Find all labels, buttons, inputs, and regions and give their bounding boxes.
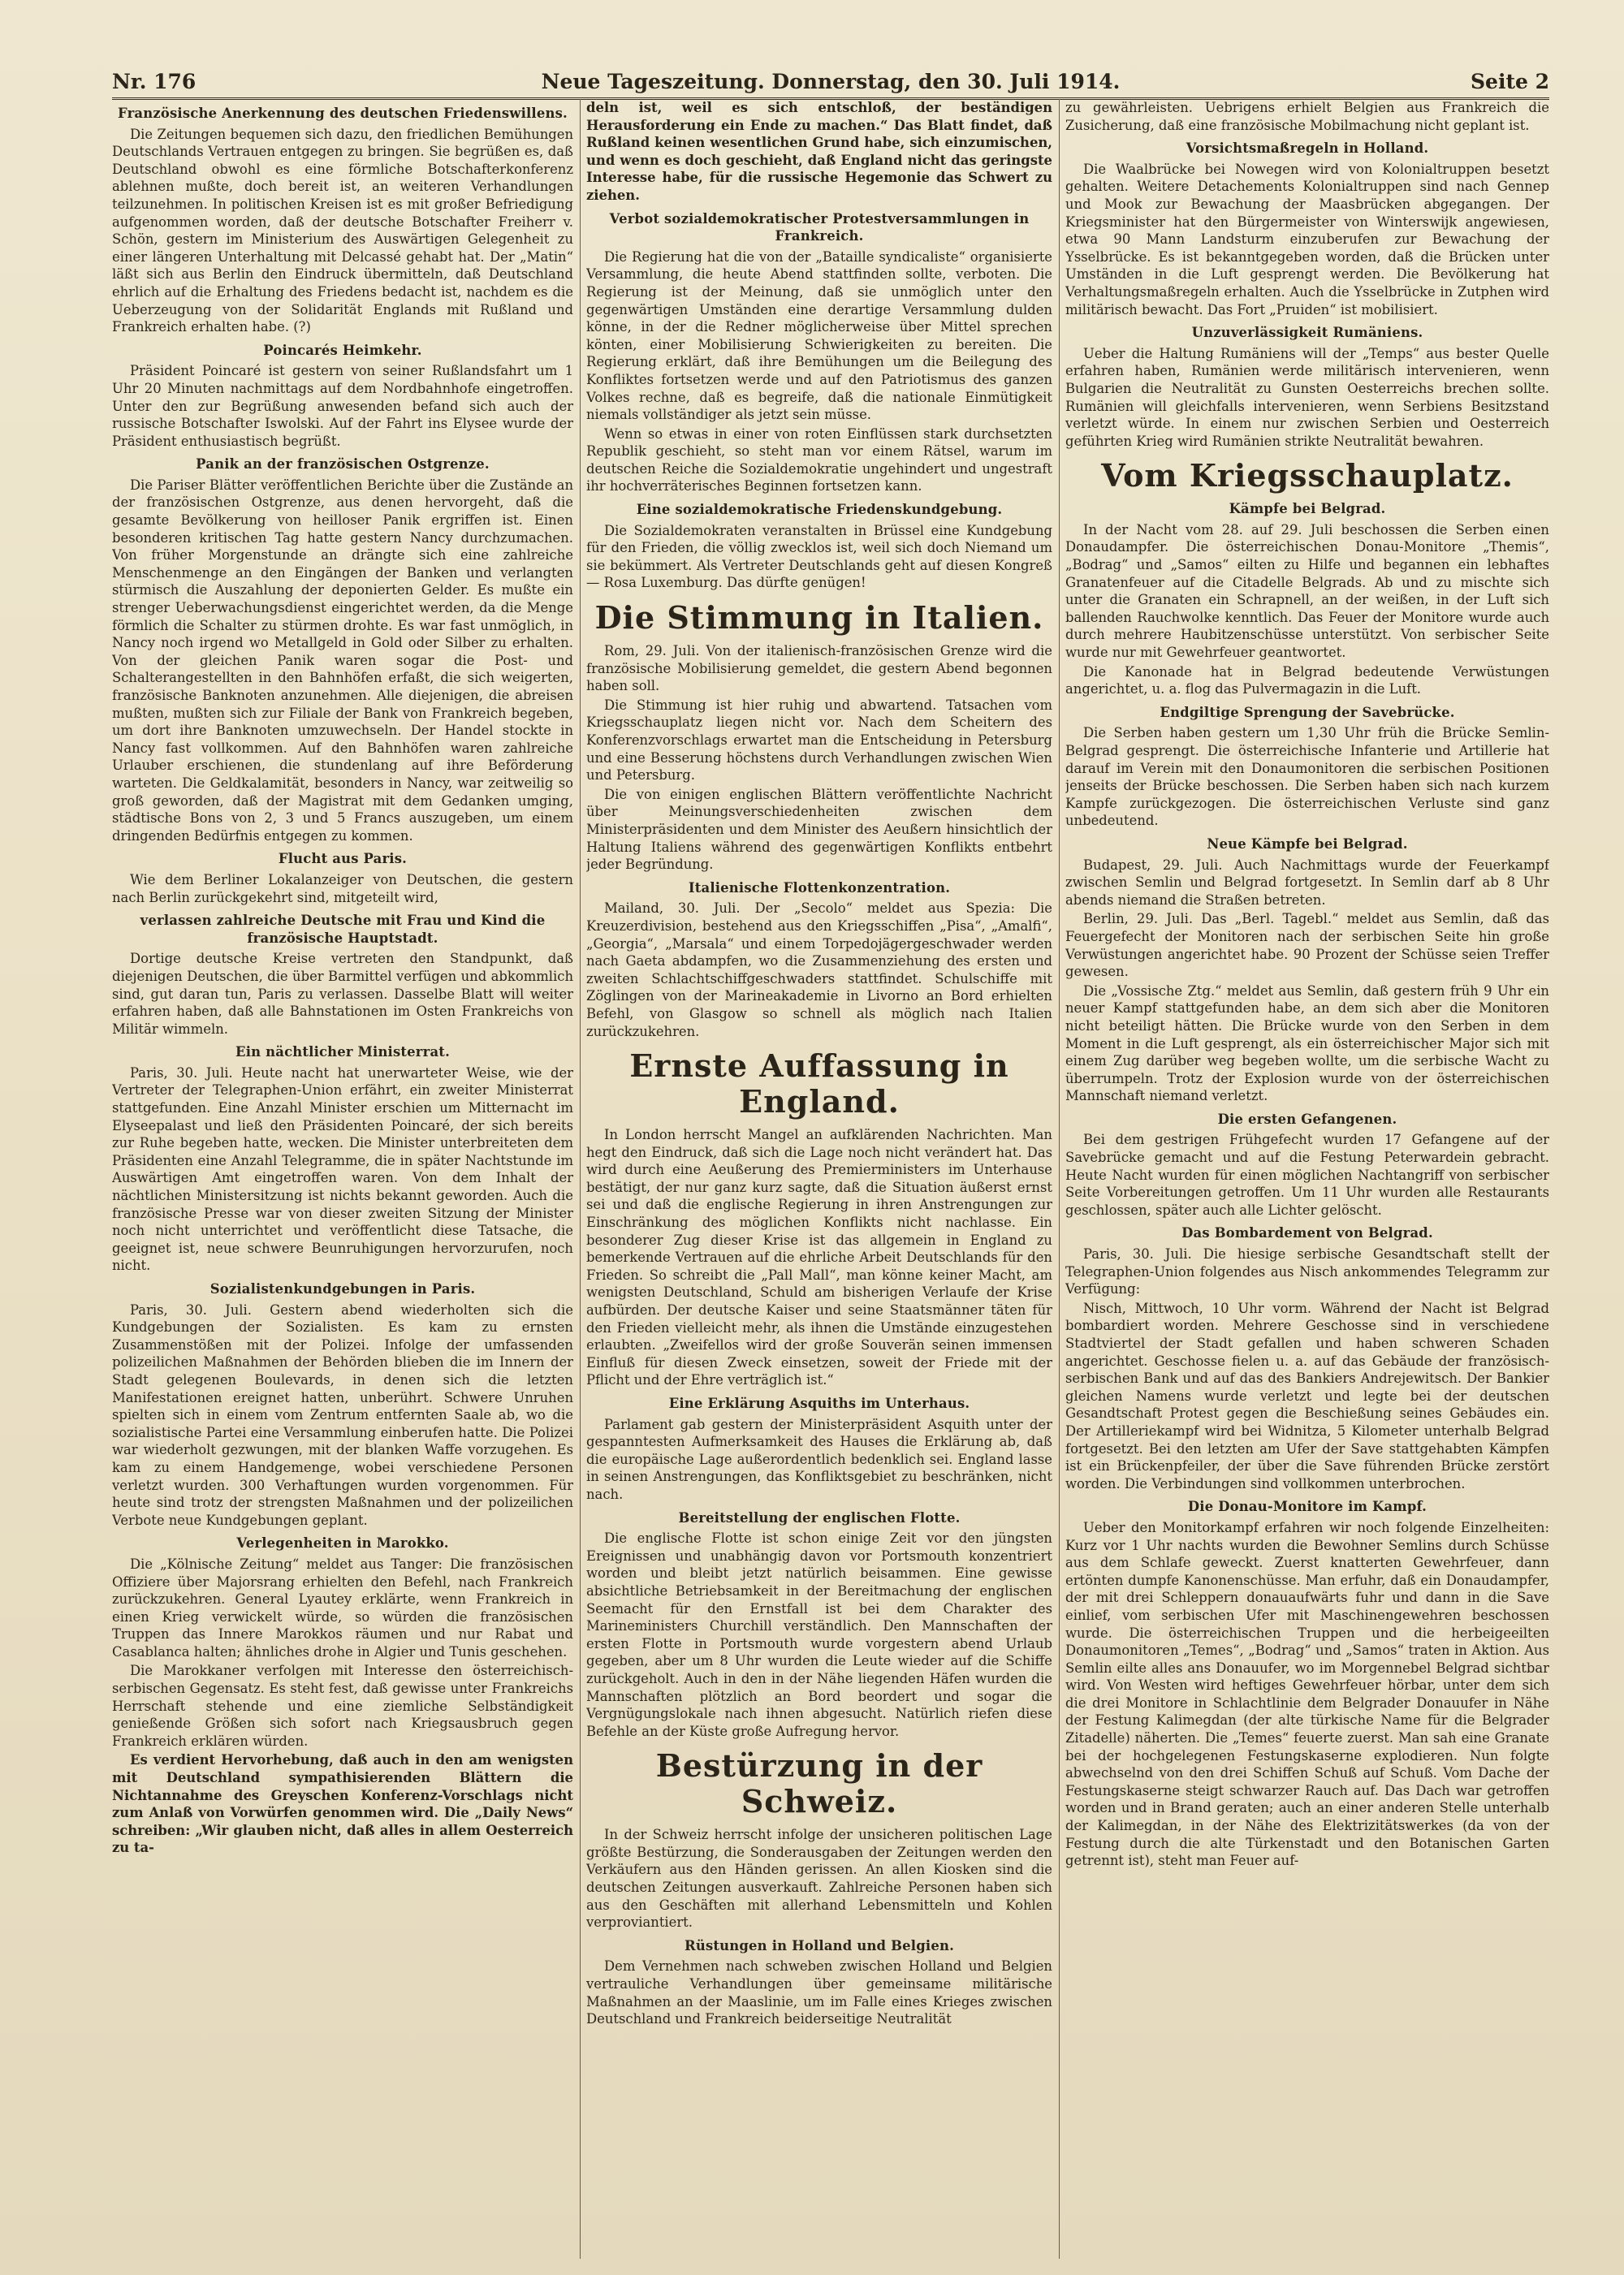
article-heading: Die ersten Gefangenen.: [1217, 1111, 1397, 1127]
article-paragraph: Ueber die Haltung Rumäniens will der „Temps“ aus bester Quelle erfahren haben, Rumänien werde militärisch intervenieren, wenn Bulgarien die Neutralität zu Gunsten Oesterreichs brechen sollte. Rumänien will gleichfalls intervenieren, wenn Serbiens Besitzstand verletzt würde. In einem nur zwischen Serbien und Oesterreich geführten Krieg wird Rumänien strikte Neutralität bewahren.: [1065, 345, 1549, 449]
article-paragraph: Die Waalbrücke bei Nowegen wird von Kolonialtruppen besetzt gehalten. Weitere Detachements Kolonialtruppen sind nach Gennep und Mook zur Bewachung der Maasbrücken abgegangen. Der Kriegsminister hat den Bürgermeister von Winterswijk angewiesen, etwa 90 Mann Landsturm einzuberufen zur Bewachung der Ysselbrücke. Es ist bekanntgegeben worden, daß die Brücken unter Umständen in die Luft gesprengt werden. Die Bevölkerung hat Verhaltungsmaßregeln erhalten. Auch die Ysselbrücke in Zutphen wird militärisch bewacht. Das Fort „Pruiden“ ist mobilisiert.: [1065, 161, 1549, 317]
article-paragraph: Nisch, Mittwoch, 10 Uhr vorm. Während der Nacht ist Belgrad bombardiert worden. Mehrere Geschosse sind in verschiedene Stadtviertel der Stadt gefallen und haben schweren Schaden angerichtet. Geschosse fielen u. a. auf das Gebäude der französisch-serbischen Bank und auf das des Bankiers Andrejewitsch. Der Bankier gleichen Namens wurde verletzt und legte bei der deutschen Gesandtschaft Protest gegen die Beschießung seines Gebäudes ein. Der Artilleriekampf wird bei Widnitza, 5 Kilometer unterhalb Belgrad fortgesetzt. Bei den letzten am Ufer der Save stattgehabten Kämpfen ist ein Brückenpfeiler, der über die Save führenden Brücke zerstört worden. Die Verbindungen sind vollkommen unterbrochen.: [1065, 1300, 1549, 1491]
article-paragraph: deln ist, weil es sich entschloß, der beständigen Herausforderung ein Ende zu machen.“ Das Blatt findet, daß Rußland keinen wesentlichen Grund habe, sich einzumischen, und wenn es doch geschieht, daß England nicht das geringste Interesse habe, für die russische Hegemonie das Schwert zu ziehen.: [586, 100, 1052, 203]
article-paragraph: Die von einigen englischen Blättern veröffentlichte Nachricht über Meinungsverschiedenheiten zwischen dem Ministerpräsidenten und dem Minister des Aeußern hinsichtlich der Haltung Italiens während des gegenwärtigen Konflikts entbehrt jeder Begründung.: [586, 786, 1052, 873]
article-paragraph: Präsident Poincaré ist gestern von seiner Rußlandsfahrt um 1 Uhr 20 Minuten nachmittags auf dem Nordbahnhofe eingetroffen. Unter den zur Begrüßung anwesenden befand sich auch der russische Botschafter Iswolski. Auf der Fahrt ins Elysee wurde der Präsident enthusiastisch begrüßt.: [112, 363, 573, 449]
article-paragraph: Bei dem gestrigen Frühgefecht wurden 17 Gefangene auf der Savebrücke gemacht und auf die Festung Peterwardein gebracht. Heute Nacht wurden für einen möglichen Nachtangriff von serbischer Seite Vorbereitungen getroffen. Um 11 Uhr wurden alle Restaurants geschlossen, später auch alle Lichter gelöscht.: [1065, 1132, 1549, 1218]
article-heading: Französische Anerkennung des deutschen Friedenswillens.: [118, 106, 568, 121]
article-heading: Sozialistenkundgebungen in Paris.: [209, 1281, 476, 1297]
article-paragraph: Berlin, 29. Juli. Das „Berl. Tagebl.“ meldet aus Semlin, daß das Feuergefecht der Monitoren nach der serbischen Seite hin große Verwüstungen angerichtet habe. 90 Prozent der Schüsse seien Treffer gewesen.: [1065, 911, 1549, 980]
article-paragraph: Paris, 30. Juli. Heute nacht hat unerwarteter Weise, wie der Vertreter der Telegraphen-Union erfährt, ein zweiter Ministerrat stattgefunden. Eine Anzahl Minister erschien um Mitternacht im Elyseepalast und ließ den Präsidenten Poincaré, der sich bereits zur Ruhe begeben hatte, wecken. Die Minister unterbreiteten dem Präsidenten eine Anzahl Telegramme, die in später Nachtstunde im Auswärtigen Amt eingetroffen waren. Von dem Inhalt der nächtlichen Ministersitzung ist nichts bekannt geworden. Auch die französische Presse war von dieser zweiten Sitzung der Minister noch nicht unterrichtet und veröffentlicht diese Tatsache, die geeignet ist, neue schwere Beunruhigungen hervorzurufen, noch nicht.: [112, 1064, 573, 1274]
article-heading: Kämpfe bei Belgrad.: [1229, 501, 1386, 517]
article-paragraph: Die Regierung hat die von der „Bataille syndicaliste“ organisierte Versammlung, die heute Abend stattfinden sollte, verboten. Die Regierung ist der Meinung, daß sie unmöglich unter den gegenwärtigen Umständen eine derartige Versammlung dulden könne, in der die Redner möglicherweise über Mittel sprechen könten, einer Mobilisierung Schwierigkeiten zu bereiten. Die Regierung erklärt, daß ihre Bemühungen um die Beilegung des Konfliktes fortsetzen werde und auf den Patriotismus des ganzen Volkes rechne, daß es begreife, daß die nationale Einmütigkeit niemals vollständiger als jetzt sein müsse.: [586, 248, 1052, 423]
article-paragraph: Die „Vossische Ztg.“ meldet aus Semlin, daß gestern früh 9 Uhr ein neuer Kampf stattgefunden habe, an dem sich aber die Monitoren nicht beteiligt hätten. Die Brücke wurde von den Serben in dem Moment in die Luft gesprengt, als ein österreichischer Major sich mit einem Zug darüber weg begeben wollte, um die serbische Wacht zu überrumpeln. Trotz der Explosion wurde von der österreichischen Mannschaft niemand verletzt.: [1065, 982, 1549, 1104]
article-paragraph: In der Schweiz herrscht infolge der unsicheren politischen Lage größte Bestürzung, die Sonderausgaben der Zeitungen werden den Verkäufern aus den Händen gerissen. An allen Kiosken sind die deutschen Zeitungen ausverkauft. Zahlreiche Personen haben sich aus den Geschäften mit allerhand Lebensmitteln und Kohlen verproviantiert.: [586, 1827, 1052, 1931]
article-paragraph: Paris, 30. Juli. Gestern abend wiederholten sich die Kundgebungen der Sozialisten. Es kam zu ernsten Zusammenstößen mit der Polizei. Infolge der umfassenden polizeilichen Maßnahmen der Behörden blieben die im Innern der Stadt gelegenen Boulevards, in denen sich die letzten Manifestationen ereignet hatten, unberührt. Schwere Unruhen spielten sich in einem vom Zentrum entfernten Saale ab, wo die sozialistische Partei eine Versammlung einberufen hatte. Die Polizei war wiederholt gezwungen, mit der blanken Waffe vorzugehen. Es kam zu einem Handgemenge, wobei verschiedene Personen verletzt wurden. 300 Verhaftungen wurden vorgenommen. Für heute sind trotz der strengsten Maßnahmen und der polizeilichen Verbote neue Kundgebungen geplant.: [112, 1302, 573, 1528]
article-heading: Die Donau-Monitore im Kampf.: [1187, 1499, 1427, 1515]
article-heading: Verbot sozialdemokratischer Protestversammlungen in Frankreich.: [609, 210, 1030, 244]
article-paragraph: Die Stimmung ist hier ruhig und abwartend. Tatsachen vom Kriegsschauplatz liegen nicht vor. Nach dem Scheitern des Konferenzvorschlags erwartet man die Entscheidung in Petersburg und eine Besserung höchstens durch Verhandlungen zwischen Wien und Petersburg.: [586, 697, 1052, 784]
article-heading: Vorsichtsmaßregeln in Holland.: [1186, 140, 1429, 157]
article-paragraph: Die Serben haben gestern um 1,30 Uhr früh die Brücke Semlin-Belgrad gesprengt. Die österreichische Infanterie und Artillerie hat darauf im Verein mit den Donaumonitoren die serbischen Positionen jenseits der Brücke beschossen. Die Serben haben sich nach kurzem Kampfe zurückgezogen. Die österreichischen Verluste sind ganz unbedeutend.: [1065, 725, 1549, 829]
article-paragraph: Wie dem Berliner Lokalanzeiger von Deutschen, die gestern nach Berlin zurückgekehrt sind, mitgeteilt wird,: [112, 871, 573, 905]
article-paragraph: Rom, 29. Juli. Von der italienisch-französischen Grenze wird die französische Mobilisierung gemeldet, die gestern Abend begonnen haben soll.: [586, 643, 1052, 694]
article-paragraph: Die „Kölnische Zeitung“ meldet aus Tanger: Die französischen Offiziere über Majorsrang erhielten den Befehl, nach Frankreich zurückzukehren. General Lyautey erklärte, wenn Frankreich in einen Krieg verwickelt würde, so würden die französischen Truppen das Innere Marokkos räumen und nur Rabat und Casablanca halten; ähnliches drohe in Algier und Tunis geschehen.: [112, 1556, 573, 1660]
article-paragraph: Die Zeitungen bequemen sich dazu, den friedlichen Bemühungen Deutschlands Vertrauen entgegen zu bringen. Sie begrüßen es, daß Deutschland obwohl es eine förmliche Botschafterkonferenz ablehnen mußte, doch bereit ist, an weiteren Verhandlungen teilzunehmen. In politischen Kreisen ist es mit großer Befriedigung aufgenommen worden, daß der deutsche Botschafter Freiherr v. Schön, gestern im Ministerium des Auswärtigen Gelegenheit zu einer längeren Unterhaltung mit Delcassé gehabt hat. Der „Matin“ läßt sich aus Berlin den Eindruck übermitteln, daß Deutschland ehrlich auf die Erhaltung des Friedens bedacht ist, nachdem es die Ueberzeugung von der Solidarität Englands mit Rußland und Frankreich erhalten habe. (?): [112, 126, 573, 335]
column-rule: [580, 99, 581, 2259]
article-heading: Neue Kämpfe bei Belgrad.: [1207, 835, 1408, 852]
article-heading: Italienische Flottenkonzentration.: [688, 879, 951, 896]
article-paragraph: Parlament gab gestern der Ministerpräsident Asquith unter der gespanntesten Aufmerksamkeit des Hauses die Erklärung ab, daß die europäische Lage außerordentlich bedenklich sei. England lasse in seinen Anstrengungen, das Konfliktsgebiet zu beschränken, nicht nach.: [586, 1416, 1052, 1502]
article-paragraph: Die Kanonade hat in Belgrad bedeutende Verwüstungen angerichtet, u. a. flog das Pulvermagazin in die Luft.: [1065, 663, 1549, 697]
article-heading: Bereitstellung der englischen Flotte.: [678, 1509, 961, 1526]
column-2: [586, 99, 1052, 2259]
article-paragraph: zu gewährleisten. Uebrigens erhielt Belgien aus Frankreich die Zusicherung, daß eine französische Mobilmachung nicht geplant ist.: [1065, 100, 1549, 133]
article-paragraph: Dortige deutsche Kreise vertreten den Standpunkt, daß diejenigen Deutschen, die über Barmittel verfügen und abkommlich sind, gut daran tun, Paris zu verlassen. Dasselbe Blatt will weiter erfahren haben, daß alle Bahnstationen im Osten Frankreichs von Militär wimmeln.: [112, 951, 573, 1037]
section-headline: Ernste Auffassung in England.: [629, 1047, 1009, 1120]
section-headline: Die Stimmung in Italien.: [594, 599, 1044, 637]
article-paragraph: Mailand, 30. Juli. Der „Secolo“ meldet aus Spezia: Die Kreuzerdivision, bestehend aus den Kriegsschiffen „Pisa“, „Amalfi“, „Georgia“, „Marsala“ und einem Torpedojägergeschwader werden nach Gaeta abdampfen, wo die Zusammenziehung des ersten und zweiten Schlachtschiffgeschwaders stattfindet. Schulschiffe mit Zöglingen von der Marineakademie in Livorno an Bord erhielten Befehl, von Glasgow so schnell als möglich nach Italien zurückzukehren.: [586, 900, 1052, 1039]
article-heading: Verlegenheiten in Marokko.: [236, 1535, 449, 1552]
article-paragraph: Die Pariser Blätter veröffentlichen Berichte über die Zustände an der französischen Ostgrenze, aus denen hervorgeht, daß die gesamte Bevölkerung von heilloser Panik ergriffen ist. Einen besonderen kritischen Tag hatte gestern Nancy durchzumachen. Von früher Morgenstunde an drängte sich eine zahlreiche Menschenmenge an den Eingängen der Banken und verlangten stürmisch die Auszahlung der deponierten Gelder. Es mußte ein strenger Ueberwachungsdienst eingerichtet werden, da die Menge förmlich die Schalter zu stürmen drohte. Es war fast unmöglich, in Nancy noch irgend wo Metallgeld in Gold oder Silber zu erhalten. Von der gleichen Panik waren sogar die Post- und Schalterangestellten in den Bahnhöfen erfaßt, die sich weigerten, französische Banknoten anzunehmen. Alle diejenigen, die abreisen mußten, mußten sich zur Filiale der Bank von Frankreich begeben, um dort ihre Banknoten umzuwechseln. Der Handel stockte in Nancy fast vollkommen. Auf den Bahnhöfen waren zahlreiche Urlauber erschienen, die stundenlang auf ihre Beförderung warteten. Die Geldkalamität, besonders in Nancy, war zeitweilig so groß geworden, daß der Magistrat mit dem Gedanken umging, städtische Bons von 2, 3 und 5 Francs auszugeben, um einem dringenden Bedürfnis entgegen zu kommen.: [112, 477, 573, 844]
article-heading: Endgiltige Sprengung der Savebrücke.: [1160, 704, 1455, 720]
column-3: [1065, 99, 1549, 2259]
article-heading: Eine Erklärung Asquiths im Unterhaus.: [668, 1396, 970, 1411]
article-paragraph: Die Sozialdemokraten veranstalten in Brüssel eine Kundgebung für den Frieden, die völlig zwecklos ist, weil sich doch Niemand um sie bekümmert. Als Vertreter Deutschlands geht auf diesen Kongreß — Rosa Luxemburg. Das dürfte genügen!: [586, 522, 1052, 591]
article-paragraph: Die Marokkaner verfolgen mit Interesse den österreichisch-serbischen Gegensatz. Es steht fest, daß gewisse unter Frankreichs Herrschaft stehende und eine ziemliche Selbständigkeit genießende Größen sich sofort nach Kriegsausbruch gegen Frankreich erklären würden.: [112, 1663, 573, 1749]
column-1: [112, 99, 573, 2259]
page-number: Seite 2: [1470, 70, 1549, 93]
article-paragraph: Ueber den Monitorkampf erfahren wir noch folgende Einzelheiten: Kurz vor 1 Uhr nachts wurden die Bewohner Semlins durch Schüsse aus dem Schlafe geweckt. Zuerst knatterten Gewehrfeuer, dann ertönten dumpfe Kanonenschüsse. Man erfuhr, daß ein Donaudampfer, der mit drei Schleppern donauaufwärts fuhr und dann in die Save einlief, vom serbischen Ufer mit Maschinengewehren beschossen wurde. Die österreichischen Truppen und die herbeigeeilten Donaumonitoren „Temes“, „Bodrag“ und „Samos“ traten in Aktion. Aus Semlin eilte alles ans Donauufer, wo im Morgennebel Belgrad sichtbar wird. Von Westen wird heftiges Gewehrfeuer hörbar, unter dem sich die drei Monitore in Schlachtlinie dem Belgrader Donauufer in Nähe der Festung Kalimegdan (der alte türkische Name für die Belgrader Zitadelle) näherten. Die „Temes“ feuerte zuerst. Man sah eine Granate bei der hochgelegenen Festungskaserne explodieren. Nun folgte abwechselnd von den drei Schiffen Schuß auf Schuß. Vom Dache der Festungskaserne steigt schwarzer Rauch auf. Das Dach war getroffen worden und in Brand geraten; auch an einer anderen Stelle unterhalb der Kalimegdan, in der Nähe des Elektrizitätswerkes (da von der Festung durch die alte Türkenstadt und den Botanischen Garten getrennt ist), steht man Feuer auf-: [1065, 1519, 1549, 1869]
article-heading: Unzuverlässigkeit Rumäniens.: [1191, 325, 1423, 341]
article-heading: Poincarés Heimkehr.: [263, 342, 422, 358]
article-subheading: verlassen zahlreiche Deutsche mit Frau und Kind die französische Hauptstadt.: [140, 913, 546, 946]
section-headline: Bestürzung in der Schweiz.: [655, 1747, 983, 1820]
article-paragraph: Dem Vernehmen nach schweben zwischen Holland und Belgien vertrauliche Verhandlungen über gemeinsame militärische Maßnahmen an der Maaslinie, um im Falle eines Krieges zwischen Deutschland und Frankreich beiderseitige Neutralität: [586, 1958, 1052, 2027]
article-paragraph: Die englische Flotte ist schon einige Zeit vor den jüngsten Ereignissen und unabhängig davon vor Portsmouth konzentriert worden und bleibt jetzt natürlich beisammen. Eine gewisse absichtliche Betriebsamkeit in der Bereitmachung der englischen Seemacht für den Ernstfall ist bei dem Charakter des Marineministers Churchill verständlich. Den Mannschaften der ersten Flotte in Portsmouth wurde vorgestern abend Urlaub gegeben, aber um 8 Uhr wurden die Leute wieder auf die Schiffe zurückgeholt. Auch in den in der Nähe liegenden Häfen wurden die Mannschaften plötzlich an Bord beordert und sogar die Vergnügungslokale nach ihnen abgesucht. Natürlich riefen diese Befehle an der Küste große Aufregung hervor.: [586, 1530, 1052, 1739]
column-rule: [1059, 99, 1060, 2259]
issue-number: Nr. 176: [112, 70, 197, 93]
article-heading: Eine sozialdemokratische Friedenskundgebung.: [636, 502, 1003, 518]
article-heading: Flucht aus Paris.: [278, 851, 408, 867]
article-paragraph: Es verdient Hervorhebung, daß auch in den am wenigsten mit Deutschland sympathisierenden Blättern die Nichtannahme des Greyschen Konferenz-Vorschlags nicht zum Anlaß von Vorwürfen genommen wird. Die „Daily News“ schreiben: „Wir glauben nicht, daß alles in allem Oesterreich zu ta-: [112, 1752, 573, 1856]
article-paragraph: In der Nacht vom 28. auf 29. Juli beschossen die Serben einen Donaudampfer. Die österreichischen Donau-Monitore „Themis“, „Bodrag“ und „Samos“ eilten zu Hilfe und begannen ein lebhaftes Granatenfeuer auf die Citadelle Belgrads. Ab und zu mischte sich unter die Granaten ein Schrapnell, an der weißen, in der Luft sich ballenden Rauchwolke kenntlich. Das Feuer der Monitore wurde auch durch mehrere Haubitzenschüsse unterstützt. Von serbischer Seite wurde nur mit Gewehrfeuer geantwortet.: [1065, 521, 1549, 661]
masthead-title: Neue Tageszeitung. Donnerstag, den 30. Juli 1914.: [541, 70, 1121, 93]
masthead: [112, 67, 1549, 100]
article-heading: Ein nächtlicher Ministerrat.: [235, 1044, 450, 1060]
article-heading: Das Bombardement von Belgrad.: [1181, 1225, 1433, 1241]
section-headline: Vom Kriegsschauplatz.: [1101, 457, 1514, 494]
article-heading: Rüstungen in Holland und Belgien.: [685, 1937, 954, 1953]
article-paragraph: Paris, 30. Juli. Die hiesige serbische Gesandtschaft stellt der Telegraphen-Union folgendes aus Nisch ankommendes Telegramm zur Verfügung:: [1065, 1246, 1549, 1297]
article-paragraph: In London herrscht Mangel an aufklärenden Nachrichten. Man hegt den Eindruck, daß sich die Lage noch nicht verändert hat. Das wird durch eine Aeußerung des Premierministers im Unterhause bestätigt, der nur ganz kurz sagte, daß die Situation äußerst ernst sei und daß die englische Regierung in ihren Anstrengungen zur Einschränkung des möglichen Konflikts nicht nachlasse. Ein besonderer Zug dieser Krise ist das allgemein in England zu bemerkende Vertrauen auf die ehrliche Arbeit Deutschlands für den Frieden. So schreibt die „Pall Mall“, man könne keiner Macht, am wenigsten Deutschland, Schuld am bisherigen Verlaufe der Krise aufbürden. Der deutsche Kaiser und seine Staatsmänner täten für den Frieden vielleicht mehr, als ihnen die Umstände einzugestehen erlaubten. „Zweifellos wird der große Souverän seinen immensen Einfluß für diesen Zweck einsetzen, soweit der Friede mit der Pflicht und der Ehre verträglich ist.“: [586, 1127, 1052, 1388]
article-paragraph: Wenn so etwas in einer von roten Einflüssen stark durchsetzten Republik geschieht, so steht man vor einem Rätsel, warum im deutschen Reiche die Sozialdemokratie ungehindert und ungestraft ihr hochverräterisches Beginnen fortsetzen kann.: [586, 425, 1052, 494]
article-heading: Panik an der französischen Ostgrenze.: [196, 456, 490, 473]
article-paragraph: Budapest, 29. Juli. Auch Nachmittags wurde der Feuerkampf zwischen Semlin und Belgrad fortgesetzt. In Semlin darf ab 8 Uhr abends niemand die Straßen betreten.: [1065, 857, 1549, 908]
